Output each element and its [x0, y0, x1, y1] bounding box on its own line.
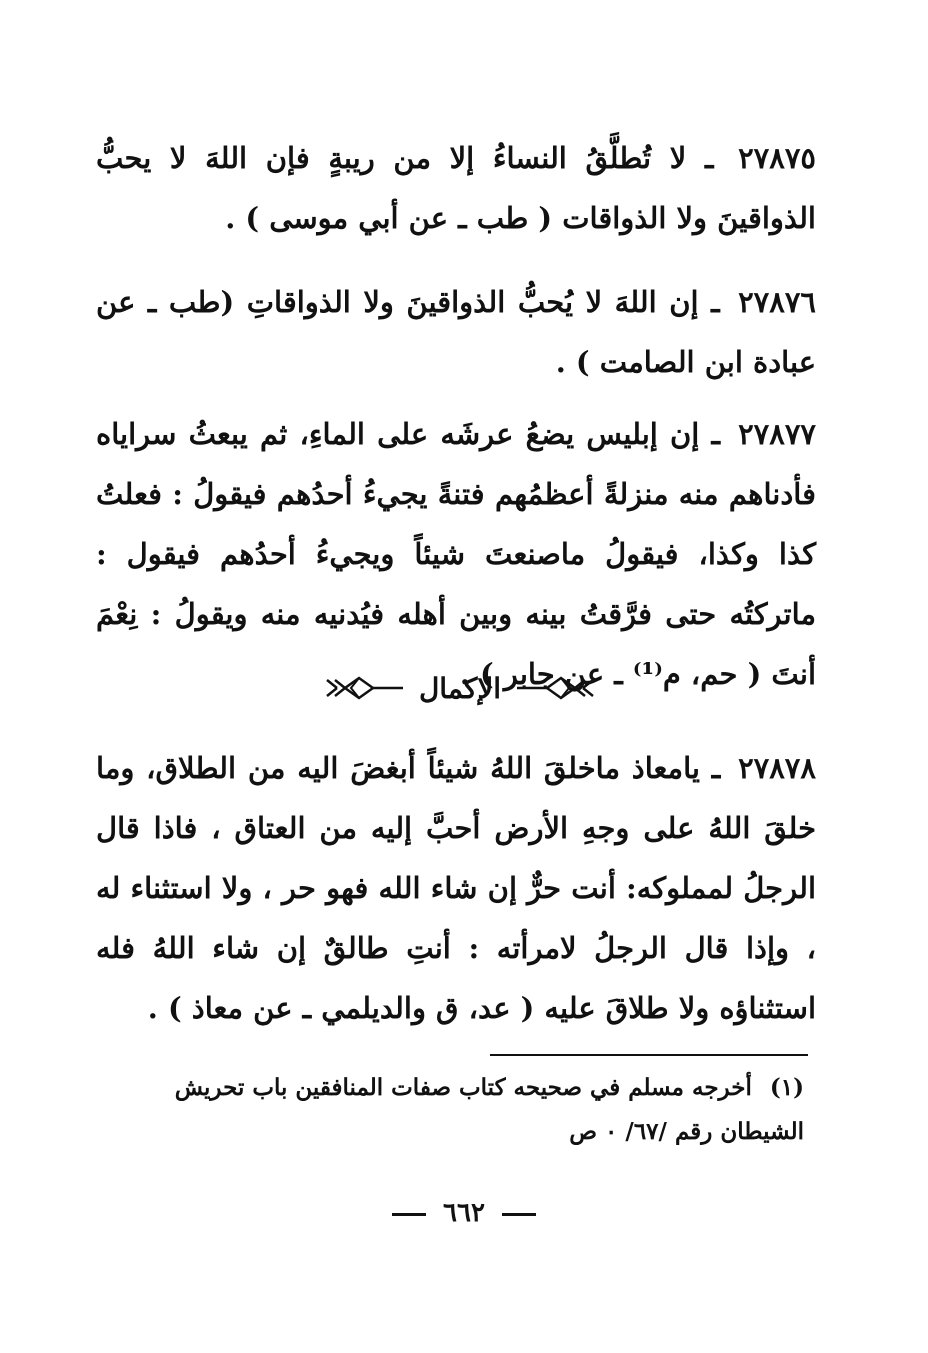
- footnote-marker: (١): [769, 1074, 804, 1101]
- hadith-separator: ـ: [711, 285, 720, 319]
- page-number-dash-left: [392, 1213, 426, 1216]
- hadith-number: ٢٧٨٧٨: [738, 751, 816, 785]
- footnote-text: أخرجه مسلم في صحيحه كتاب صفات المنافقين باب تحريش الشيطان رقم /٦٧/ ٠ ص: [174, 1074, 804, 1145]
- footnote-divider: [490, 1054, 808, 1056]
- hadith-text: إن إبليس يضعُ عرشَه على الماءِ، ثم يبعثُ سراياه فأدناهم منه منزلةً أعظمُهم فتنةً يجيءُ أحدُهم فيقولُ : فعلتُ كذا وكذا، فيقولُ ماصنعتَ شيئاً ويجيءُ أحدُهم فيقول : ماتركتُه حتى فرَّقتُ بينه وبين أهله فيُدنيه منه ويقولُ : نِعْمَ أنتَ ( حم، م⁽¹⁾ ـ عن جابر ) .: [96, 417, 816, 691]
- hadith-separator: ـ: [704, 141, 714, 175]
- hadith-number: ٢٧٨٧٦: [738, 285, 816, 319]
- section-title: الإكمال: [418, 671, 502, 705]
- hadith-text: يامعاذ ماخلقَ اللهُ شيئاً أبغضَ اليه من الطلاق، وما خلقَ اللهُ على وجهِ الأرض أحبَّ إليه من العتاق ، فاذا قال الرجلُ لمملوكه: أنت حرٌّ إن شاء الله فهو حر ، ولا استثناء له ، وإذا قال الرجلُ لامرأته : أنتِ طالقٌ إن شاء اللهُ فله استثناؤه ولا طلاقَ عليه ( عد، ق والديلمي ـ عن معاذ ) .: [96, 751, 816, 1025]
- hadith-27875: [96, 128, 816, 248]
- hadith-text: لا تُطلَّقُ النساءُ إلا من ريبةٍ فإن اللهَ لا يحبُّ الذواقينَ ولا الذواقات ( طب ـ عن أبي موسى ) .: [96, 141, 816, 235]
- section-heading: [260, 664, 660, 712]
- ornament-right-icon: [517, 674, 597, 702]
- hadith-number: ٢٧٨٧٥: [738, 141, 816, 175]
- hadith-separator: ـ: [711, 417, 720, 451]
- page-number-value: ٦٦٢: [443, 1198, 485, 1228]
- hadith-27877: [96, 404, 816, 704]
- ornament-left-icon: [323, 674, 403, 702]
- page-number-dash-right: [502, 1213, 536, 1216]
- hadith-number: ٢٧٨٧٧: [738, 417, 816, 451]
- page-number: [0, 1198, 928, 1228]
- hadith-separator: ـ: [711, 751, 721, 785]
- footnote: [100, 1066, 804, 1154]
- hadith-27878: [96, 738, 816, 1038]
- hadith-text: إن اللهَ لا يُحبُّ الذواقينَ ولا الذواقاتِ (طب ـ عن عبادة ابن الصامت ) .: [96, 285, 816, 379]
- hadith-27876: [96, 272, 816, 392]
